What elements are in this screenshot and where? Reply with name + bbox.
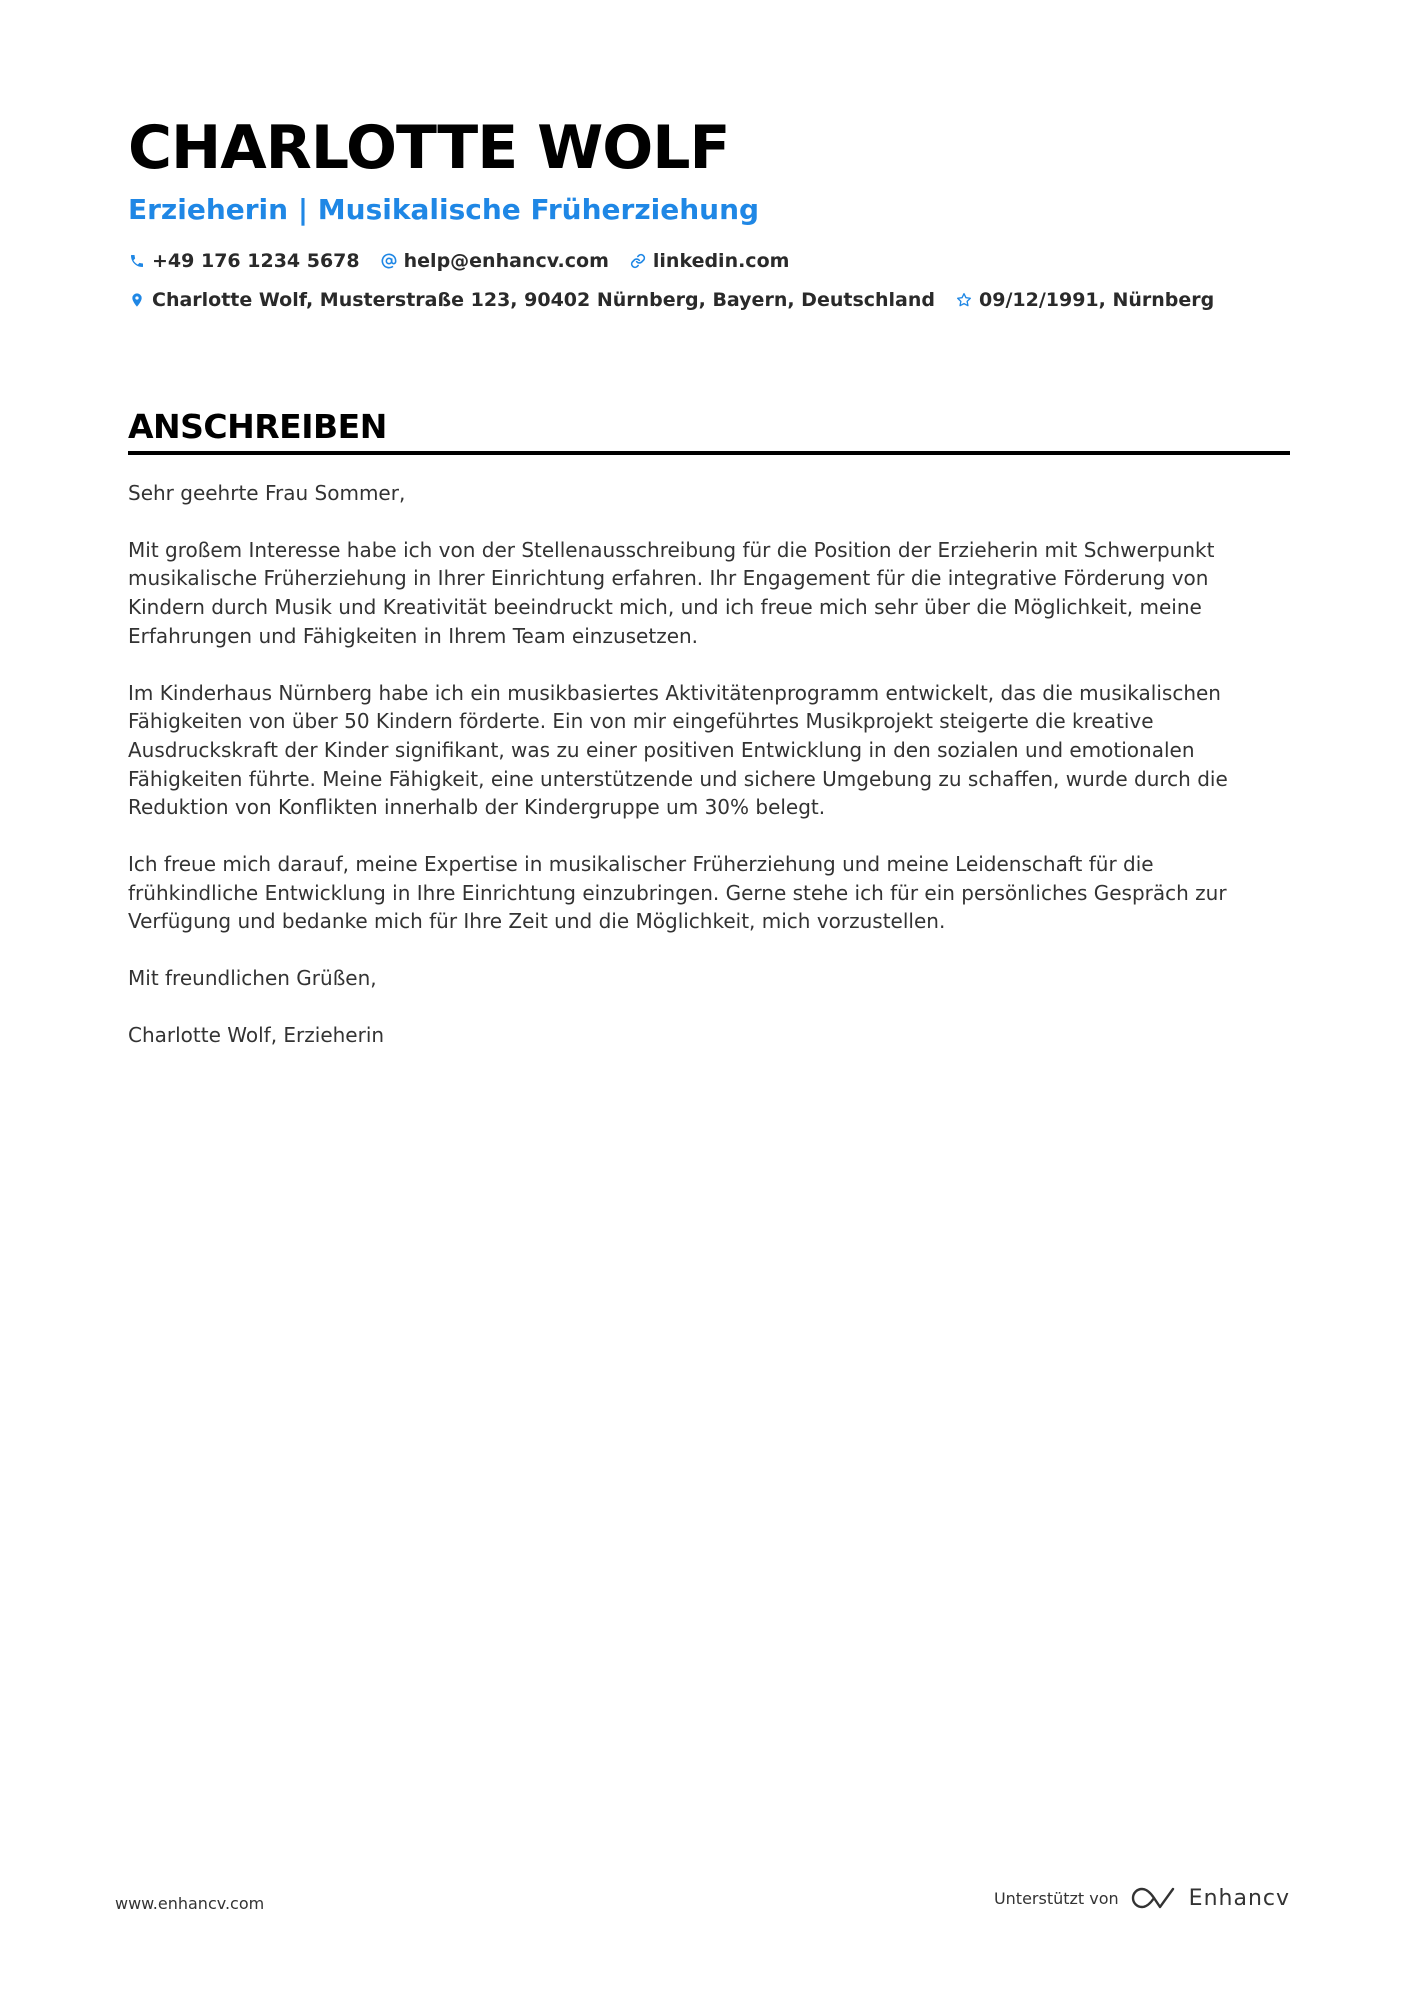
phone-text: +49 176 1234 5678 — [152, 250, 360, 272]
brand-name: Enhancv — [1188, 1885, 1290, 1911]
letter-signature: Charlotte Wolf, Erzieherin — [128, 1022, 385, 1047]
star-icon — [955, 291, 973, 309]
contact-phone — [128, 248, 360, 274]
contact-row-primary — [128, 248, 1288, 274]
job-title: Erzieherin | Musikalische Früherziehung — [128, 193, 760, 226]
contact-linkedin[interactable] — [629, 248, 790, 274]
contact-birth — [955, 287, 1214, 313]
at-icon — [380, 252, 398, 270]
location-pin-icon — [128, 291, 146, 309]
phone-icon — [128, 252, 146, 270]
letter-paragraph: Im Kinderhaus Nürnberg habe ich ein musikbasiertes Aktivitätenprogramm entwickelt, das die musikalischen Fähigkeiten von über 50 Kindern förderte. Ein von mir eingeführtes Musikprojekt steigerte die kreative Ausdruckskraft der Kinder signifikant, was zu einer positiven Entwicklung in den sozialen und emotionalen Fähigkeiten führte. Meine Fähigkeit, eine unterstützende und sichere Umgebung zu schaffen, wurde durch die Reduktion von Konflikten innerhalb der Kindergruppe um 30% belegt. — [128, 680, 1228, 820]
contact-row-secondary — [128, 287, 1288, 313]
section-title: ANSCHREIBEN — [128, 407, 387, 446]
letter-paragraph: Mit großem Interesse habe ich von der Stellenausschreibung für die Position der Erzieherin mit Schwerpunkt musikalische Früherziehung in Ihrer Einrichtung erfahren. Ihr Engagement für die integrative Förderung von Kindern durch Musik und Kreativität beeindruckt mich, und ich freue mich sehr über die Möglichkeit, meine Erfahrungen und Fähigkeiten in Ihrem Team einzusetzen. — [128, 537, 1215, 648]
enhancv-logo-icon — [1131, 1884, 1177, 1912]
footer-website[interactable]: www.enhancv.com — [115, 1894, 265, 1913]
email-text[interactable]: help@enhancv.com — [403, 250, 609, 272]
letter-paragraph: Ich freue mich darauf, meine Expertise in musikalischer Früherziehung und meine Leidenschaft für die frühkindliche Entwicklung in Ihre Einrichtung einzubringen. Gerne stehe ich für ein persönliches Gespräch zur Verfügung und bedanke mich für Ihre Zeit und die Möglichkeit, mich vorzustellen. — [128, 852, 1227, 934]
letter-salutation: Sehr geehrte Frau Sommer, — [128, 481, 406, 505]
footer-branding — [994, 1884, 1290, 1912]
letter-body — [128, 479, 1290, 1050]
candidate-name: CHARLOTTE WOLF — [128, 113, 730, 183]
powered-by-text: Unterstützt von — [993, 1888, 1119, 1908]
cover-letter-section — [128, 405, 1290, 1078]
linkedin-text[interactable]: linkedin.com — [652, 250, 790, 272]
birth-text: 09/12/1991, Nürnberg — [979, 289, 1215, 311]
address-text: Charlotte Wolf, Musterstraße 123, 90402 Nürnberg, Bayern, Deutschland — [152, 289, 935, 311]
section-divider — [128, 451, 1290, 455]
header — [128, 112, 1288, 313]
contact-address — [128, 287, 935, 313]
contact-email[interactable] — [380, 248, 609, 274]
letter-closing: Mit freundlichen Grüßen, — [128, 966, 377, 991]
link-icon — [629, 252, 647, 270]
